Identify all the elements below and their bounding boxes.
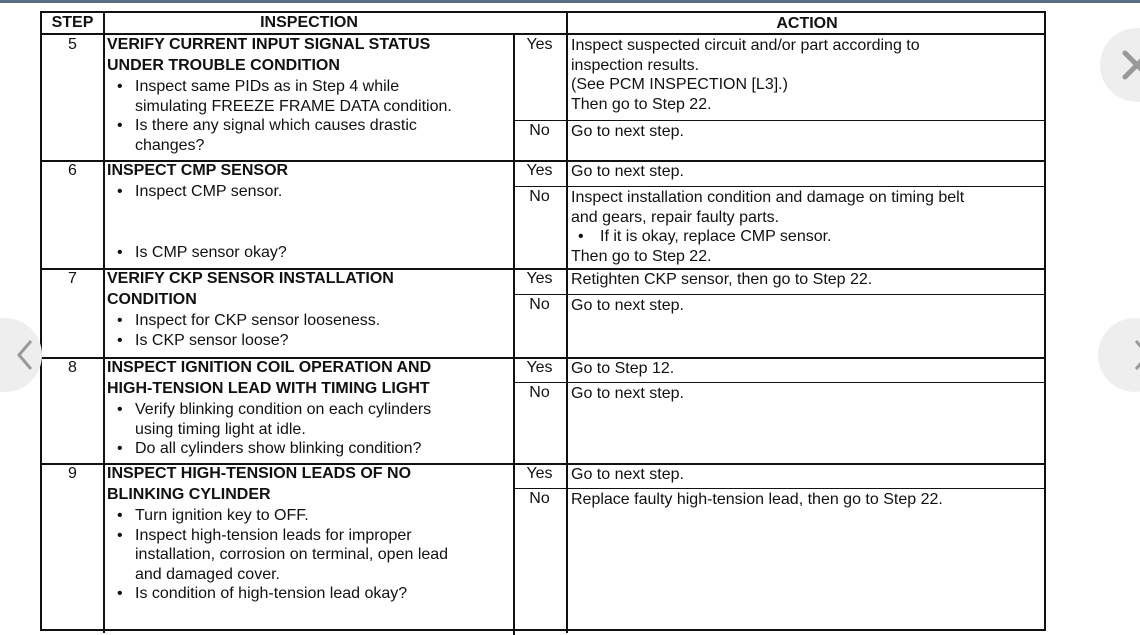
bullet-icon: • — [117, 78, 123, 95]
yes-action-text: Then go to Step 22. — [571, 95, 712, 113]
inspection-bullet-text: using timing light at idle. — [135, 420, 306, 438]
no-label: No — [529, 296, 550, 313]
divider — [513, 294, 1046, 295]
no-label: No — [529, 384, 550, 401]
yes-label: Yes — [526, 270, 553, 287]
bullet-icon: • — [117, 183, 123, 200]
header-action: ACTION — [776, 15, 838, 32]
inspection-bullet-text: Is CMP sensor okay? — [135, 244, 287, 261]
bullet-icon: • — [117, 331, 123, 349]
bullet-icon: • — [117, 117, 123, 134]
yes-label: Yes — [526, 36, 553, 53]
yes-action-text: inspection results. — [571, 56, 700, 74]
yes-action-text: Go to next step. — [571, 163, 684, 180]
prev-button[interactable] — [0, 318, 42, 392]
yes-action-text: (See PCM INSPECTION [L3].) — [571, 76, 788, 93]
no-action-text: Go to next step. — [571, 123, 684, 140]
inspection-bullet-text: simulating FREEZE FRAME DATA condition. — [135, 97, 452, 115]
no-action-text: Then go to Step 22. — [571, 247, 712, 265]
step-title: VERIFY CKP SENSOR INSTALLATION — [107, 270, 394, 287]
inspection-bullet-text: Is condition of high-tension lead okay? — [135, 585, 408, 602]
bullet-icon: • — [117, 526, 123, 544]
yes-label: Yes — [526, 162, 553, 179]
inspection-bullet-text: changes? — [135, 136, 205, 154]
step-title: VERIFY CURRENT INPUT SIGNAL STATUS — [107, 36, 431, 53]
inspection-bullet-text: and damaged cover. — [135, 565, 280, 583]
divider — [566, 13, 568, 633]
no-action-text: Inspect installation condition and damage on timing belt — [571, 189, 965, 206]
header-inspection: INSPECTION — [260, 14, 358, 31]
inspection-bullet-text: Is CKP sensor loose? — [135, 331, 289, 349]
inspection-bullet-text: Verify blinking condition on each cylinders — [135, 401, 432, 418]
step-title: UNDER TROUBLE CONDITION — [107, 57, 340, 74]
step-number: 9 — [68, 465, 77, 482]
top-bar — [0, 0, 1140, 3]
bullet-icon: • — [117, 585, 123, 602]
step-title: INSPECT IGNITION COIL OPERATION AND — [107, 359, 432, 376]
bullet-icon: • — [578, 228, 584, 245]
no-action-text: Go to next step. — [571, 297, 684, 314]
no-action-text: Go to next step. — [571, 385, 684, 402]
close-button[interactable] — [1100, 28, 1140, 102]
no-action-text: and gears, repair faulty parts. — [571, 208, 780, 226]
inspection-bullet-text: Inspect CMP sensor. — [135, 183, 283, 200]
step-title: INSPECT HIGH-TENSION LEADS OF NO — [107, 465, 412, 482]
step-title: INSPECT CMP SENSOR — [107, 162, 289, 179]
yes-action-text: Go to Step 12. — [571, 360, 675, 377]
divider — [513, 488, 1046, 489]
no-label: No — [529, 188, 550, 205]
step-number: 7 — [68, 270, 77, 287]
step-title: BLINKING CYLINDER — [107, 486, 271, 503]
divider — [513, 120, 1046, 121]
no-label: No — [529, 122, 550, 139]
no-action-bullet-text: If it is okay, replace CMP sensor. — [600, 228, 832, 245]
inspection-bullet-text: Turn ignition key to OFF. — [135, 507, 309, 524]
inspection-bullet-text: Inspect high-tension leads for improper — [135, 526, 412, 544]
divider — [513, 186, 1046, 187]
step-title: CONDITION — [107, 291, 197, 308]
inspection-bullet-text: Inspect for CKP sensor looseness. — [135, 312, 381, 329]
no-action-text: Replace faulty high-tension lead, then go to Step 22. — [571, 491, 943, 508]
bullet-icon: • — [117, 440, 123, 457]
no-label: No — [529, 490, 550, 507]
bullet-icon: • — [117, 401, 123, 418]
inspection-bullet-text: installation, corrosion on terminal, open lead — [135, 546, 449, 563]
yes-action-text: Inspect suspected circuit and/or part according to — [571, 37, 920, 54]
bullet-icon: • — [117, 312, 123, 329]
inspection-bullet-text: Is there any signal which causes drastic — [135, 117, 417, 134]
header-step: STEP — [51, 14, 94, 31]
step-number: 5 — [68, 36, 77, 53]
close-icon — [1119, 47, 1140, 83]
inspection-bullet-text: Inspect same PIDs as in Step 4 while — [135, 78, 400, 95]
divider — [513, 382, 1046, 383]
yes-action-text: Go to next step. — [571, 466, 684, 483]
step-title: HIGH-TENSION LEAD WITH TIMING LIGHT — [107, 380, 430, 397]
chevron-left-icon — [15, 337, 35, 373]
next-button[interactable] — [1098, 318, 1140, 392]
bullet-icon: • — [117, 507, 123, 524]
inspection-bullet-text: Do all cylinders show blinking condition? — [135, 440, 422, 457]
step-number: 8 — [68, 359, 77, 376]
chevron-right-icon — [1132, 337, 1140, 373]
step-number: 6 — [68, 162, 77, 179]
yes-action-text: Retighten CKP sensor, then go to Step 22. — [571, 271, 873, 288]
divider — [103, 13, 105, 633]
yes-label: Yes — [526, 359, 553, 376]
bullet-icon: • — [117, 244, 123, 261]
yes-label: Yes — [526, 465, 553, 482]
